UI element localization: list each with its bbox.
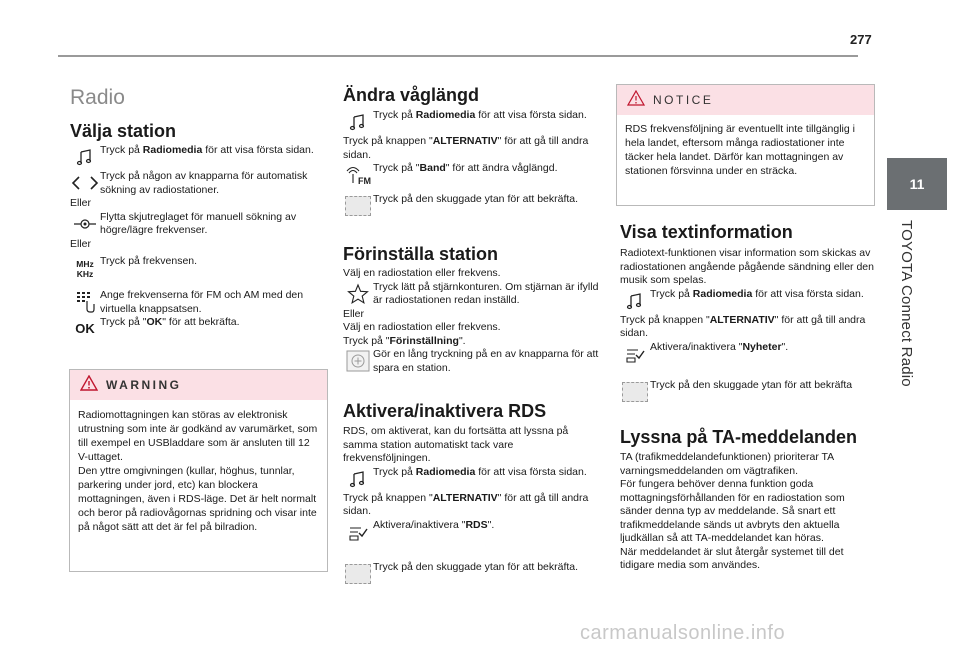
instruction-row: MHz KHz Tryck på frekvensen. [70, 255, 330, 283]
warning-box [69, 369, 328, 572]
page-number: 277 [850, 32, 872, 47]
heading-forinstalla-station: Förinställa station [343, 244, 499, 264]
heading-lyssna-ta: Lyssna på TA-meddelanden [620, 427, 858, 447]
notice-body: RDS frekvensföljning är eventuellt inte tillgänglig i hela landet, eftersom många radiostationer inte täcker hela landet. Därför kan mottagningen av stationen försvinna under en sträcka. [625, 123, 855, 177]
section-title-radio: Radio [70, 86, 125, 109]
heading-valja-station: Välja station [70, 121, 177, 141]
toggle-check-icon [620, 341, 650, 367]
mhz-khz-icon: MHz KHz [76, 259, 94, 279]
shaded-area-icon [343, 561, 373, 587]
fm-band-icon [343, 162, 373, 188]
col3-section1: Radiotext-funktionen visar information som skickas av radiostationen angående pågående sändning eller den musik som spelas. Tryck på Radiomedia för att visa första sidan. Tryck på knappen "ALTERNATIV" för att gå till andra sidan. Aktivera/inaktivera "Nyheter". Tryck på den skuggade ytan för att bekräfta [620, 247, 878, 405]
warning-body: Radiomottagningen kan störas av elektronisk utrustning som inte är godkänd av varumärket, som till exempel en USBladdare som är ansluten till 12 V-uttaget. Den yttre omgivningen (kullar, höghus, tunnlar, parkering under jord, etc) kan blockera mottagningen, även i RDS-läge. Det är helt normalt och beror på radiovågornas spridning och visar inte på något sätt att det är fel på bilradion. [78, 409, 318, 533]
music-note-icon [70, 144, 100, 170]
instruction-row: Tryck på Radiomedia för att visa första sidan. [343, 466, 601, 492]
warning-header [70, 370, 327, 400]
notice-title: NOTICE [653, 93, 714, 107]
instruction-row: FM Tryck på "Band" för att ändra våglängd. [343, 162, 601, 188]
star-outline-icon [343, 281, 373, 307]
instruction-row: OK Tryck på "OK" för att bekräfta. [70, 316, 330, 342]
heading-andra-vaglangd: Ändra våglängd [343, 85, 480, 105]
label-eller: Eller [70, 237, 92, 250]
instruction-row: Tryck lätt på stjärnkonturen. Om stjärnan är ifylld är radiostationen redan inställd. [343, 281, 601, 308]
chapter-tab: 11 [887, 158, 947, 210]
instruction-row: Tryck på Radiomedia för att visa första sidan. [70, 144, 330, 170]
notice-triangle-icon [627, 90, 645, 111]
slider-icon [70, 211, 100, 237]
music-note-icon [343, 109, 373, 135]
heading-visa-textinformation: Visa textinformation [620, 222, 793, 242]
watermark: carmanualsonline.info [580, 622, 786, 644]
instruction-row: Tryck på Radiomedia för att visa första sidan. [343, 109, 601, 135]
music-note-icon [620, 288, 650, 314]
instruction-row: Tryck på Radiomedia för att visa första sidan. [620, 288, 878, 314]
instruction-row: Tryck på den skuggade ytan för att bekräfta. [343, 193, 601, 219]
col1-instructions [70, 144, 330, 342]
chevrons-icon [70, 170, 100, 196]
instruction-row: Tryck på den skuggade ytan för att bekräfta. [343, 561, 601, 587]
header-rule [58, 55, 858, 57]
instruction-row: Aktivera/inaktivera "RDS". [343, 519, 601, 545]
instruction-row: Tryck på någon av knapparna för automatisk sökning av radiostationer. [70, 170, 330, 197]
ok-icon: OK [75, 321, 95, 337]
chapter-title: TOYOTA Connect Radio [898, 220, 915, 387]
label-eller: Eller [70, 197, 92, 209]
col2-section2: Välj en radiostation eller frekvens. Tryck lätt på stjärnkonturen. Om stjärnan är ifylld är radiostationen redan inställd. Eller Välj en radiostation eller frekvens. Tryck på "Förinställning". Gör en lång tryckning på en av knapparna för att spara en station. [343, 267, 601, 375]
warning-triangle-icon [80, 375, 98, 396]
toggle-check-icon [343, 519, 373, 545]
instruction-row: Tryck på den skuggade ytan för att bekräfta [620, 379, 878, 405]
notice-header [617, 85, 874, 115]
col2-section1: Tryck på Radiomedia för att visa första sidan. Tryck på knappen "ALTERNATIV" för att gå till andra sidan. FM Tryck på "Band" för att ändra våglängd. Tryck på den skuggade ytan för att bekräfta. [343, 109, 601, 219]
heading-aktivera-rds: Aktivera/inaktivera RDS [343, 401, 547, 421]
instruction-row: Aktivera/inaktivera "Nyheter". [620, 341, 878, 367]
add-preset-icon [343, 348, 373, 374]
shaded-area-icon [620, 379, 650, 405]
notice-box [616, 84, 875, 206]
col3-section2: TA (trafikmeddelandefunktionen) prioriterar TA varningsmeddelanden om vägtrafiken. För fungera behöver denna funktion goda mottagningsförhållanden för en radiostation som sänder denna typ av meddelande. Så snart ett trafikmeddelande sänds ut avbryts den aktuella ljudkällan så att TA-meddelandet kan höras. När meddelandet är slut återgår systemet till det tidigare media som användes. [620, 451, 845, 571]
music-note-icon [343, 466, 373, 492]
instruction-row: Gör en lång tryckning på en av knapparna för att spara en station. [343, 348, 601, 375]
col2-section3: RDS, om aktiverat, kan du fortsätta att lyssna på samma station automatiskt tack vare frekvensföljningen. Tryck på Radiomedia för att visa första sidan. Tryck på knappen "ALTERNATIV" för att gå till andra sidan. Aktivera/inaktivera "RDS". Tryck på den skuggade ytan för att bekräfta. [343, 425, 601, 587]
instruction-row: Ange frekvenserna för FM och AM med den virtuella knappsatsen. [70, 289, 330, 316]
keypad-icon [70, 289, 100, 315]
shaded-area-icon [343, 193, 373, 219]
instruction-row: Flytta skjutreglaget för manuell sökning av högre/lägre frekvenser. [70, 211, 330, 238]
warning-title: WARNING [106, 378, 182, 392]
svg-text:FM: FM [358, 176, 371, 186]
